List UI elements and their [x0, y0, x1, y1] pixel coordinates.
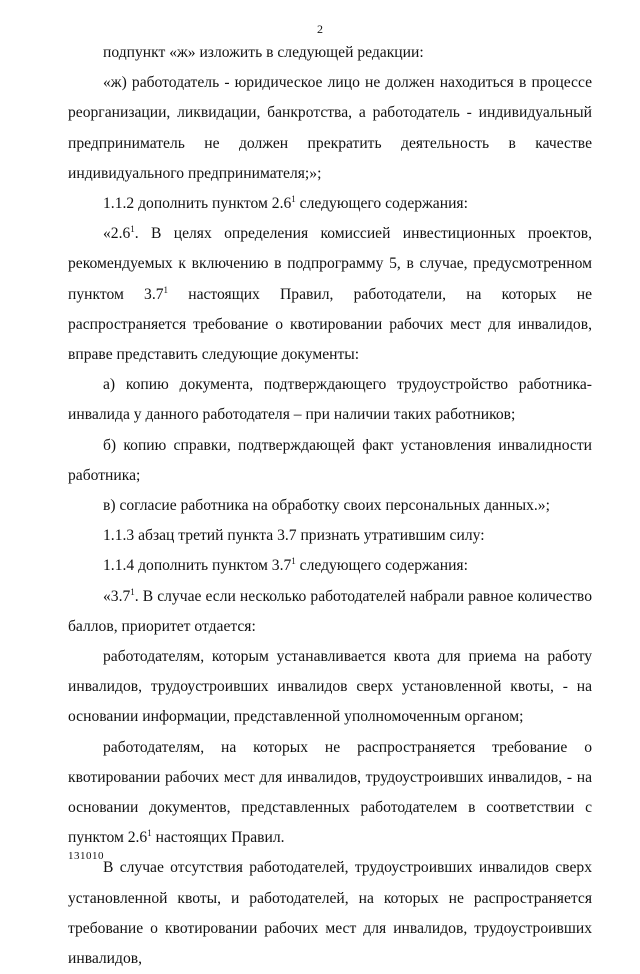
- superscript: 1: [291, 194, 296, 205]
- paragraph-priority-quota: работодателям, которым устанавливается квота для приема на работу инвалидов, трудоустроивших инвалидов сверх установленной квоты, - на основании информации, представленной уполномоченным органом;: [68, 648, 592, 726]
- paragraph-absence-case: В случае отсутствия работодателей, трудоустроивших инвалидов сверх установленной квоты, и работодателей, на которых не распространяется требование о квотировании рабочих мест для инвалидов, трудоустроивших инвалидов,: [68, 859, 592, 968]
- paragraph-1-1-3: 1.1.3 абзац третий пункта 3.7 признать утратившим силу:: [103, 527, 485, 545]
- superscript: 1: [130, 586, 135, 597]
- paragraph-3-7-1: «$3.7^1$. В случае если несколько работодателей набрали равное количество баллов, приоритет отдается:: [68, 586, 592, 635]
- superscript: 1: [147, 828, 152, 839]
- superscript: 1: [291, 556, 296, 567]
- document-body: [68, 38, 592, 974]
- paragraph-subpoint-zh-text: «ж) работодатель - юридическое лицо не должен находиться в процессе реорганизации, ликвидации, банкротства, а работодатель - индивидуальный предприниматель не должен прекратить деятельность в качестве индивидуального предпринимателя;»;: [68, 74, 592, 182]
- paragraph-item-v: в) согласие работника на обработку своих персональных данных.»;: [103, 497, 550, 515]
- paragraph-2-6-1: «$2.6^1$. В целях определения комиссией инвестиционных проектов, рекомендуемых к включению в подпрограмму 5, в случае, предусмотренном пунктом $3.7^1$ настоящих Правил, работодатели, на которых не распространяется требование о квотировании рабочих мест для инвалидов, вправе представить следующие документы:: [68, 224, 592, 364]
- paragraph-priority-non-quota: работодателям, на которых не распространяется требование о квотировании рабочих мест для инвалидов, трудоустроивших инвалидов, - на основании документов, представленных работодателем в соответствии с пунктом $2.6^1$ настоящих Правил.: [68, 738, 592, 847]
- page-number: 2: [317, 22, 323, 36]
- paragraph-subpoint-zh-intro: подпункт «ж» изложить в следующей редакции:: [103, 44, 424, 61]
- paragraph-item-a: а) копию документа, подтверждающего трудоустройство работника-инвалида у данного работодателя – при наличии таких работников;: [68, 376, 592, 424]
- paragraph-item-b: б) копию справки, подтверждающей факт установления инвалидности работника;: [68, 436, 592, 484]
- footer-code: 131010: [68, 850, 104, 862]
- paragraph-1-1-4: 1.1.4 дополнить пунктом $3.7^1$ следующего содержания:: [103, 556, 468, 575]
- superscript: 1: [130, 224, 135, 235]
- paragraph-1-1-2: 1.1.2 дополнить пунктом $2.6^1$ следующего содержания:: [103, 194, 468, 213]
- superscript: 1: [163, 284, 169, 295]
